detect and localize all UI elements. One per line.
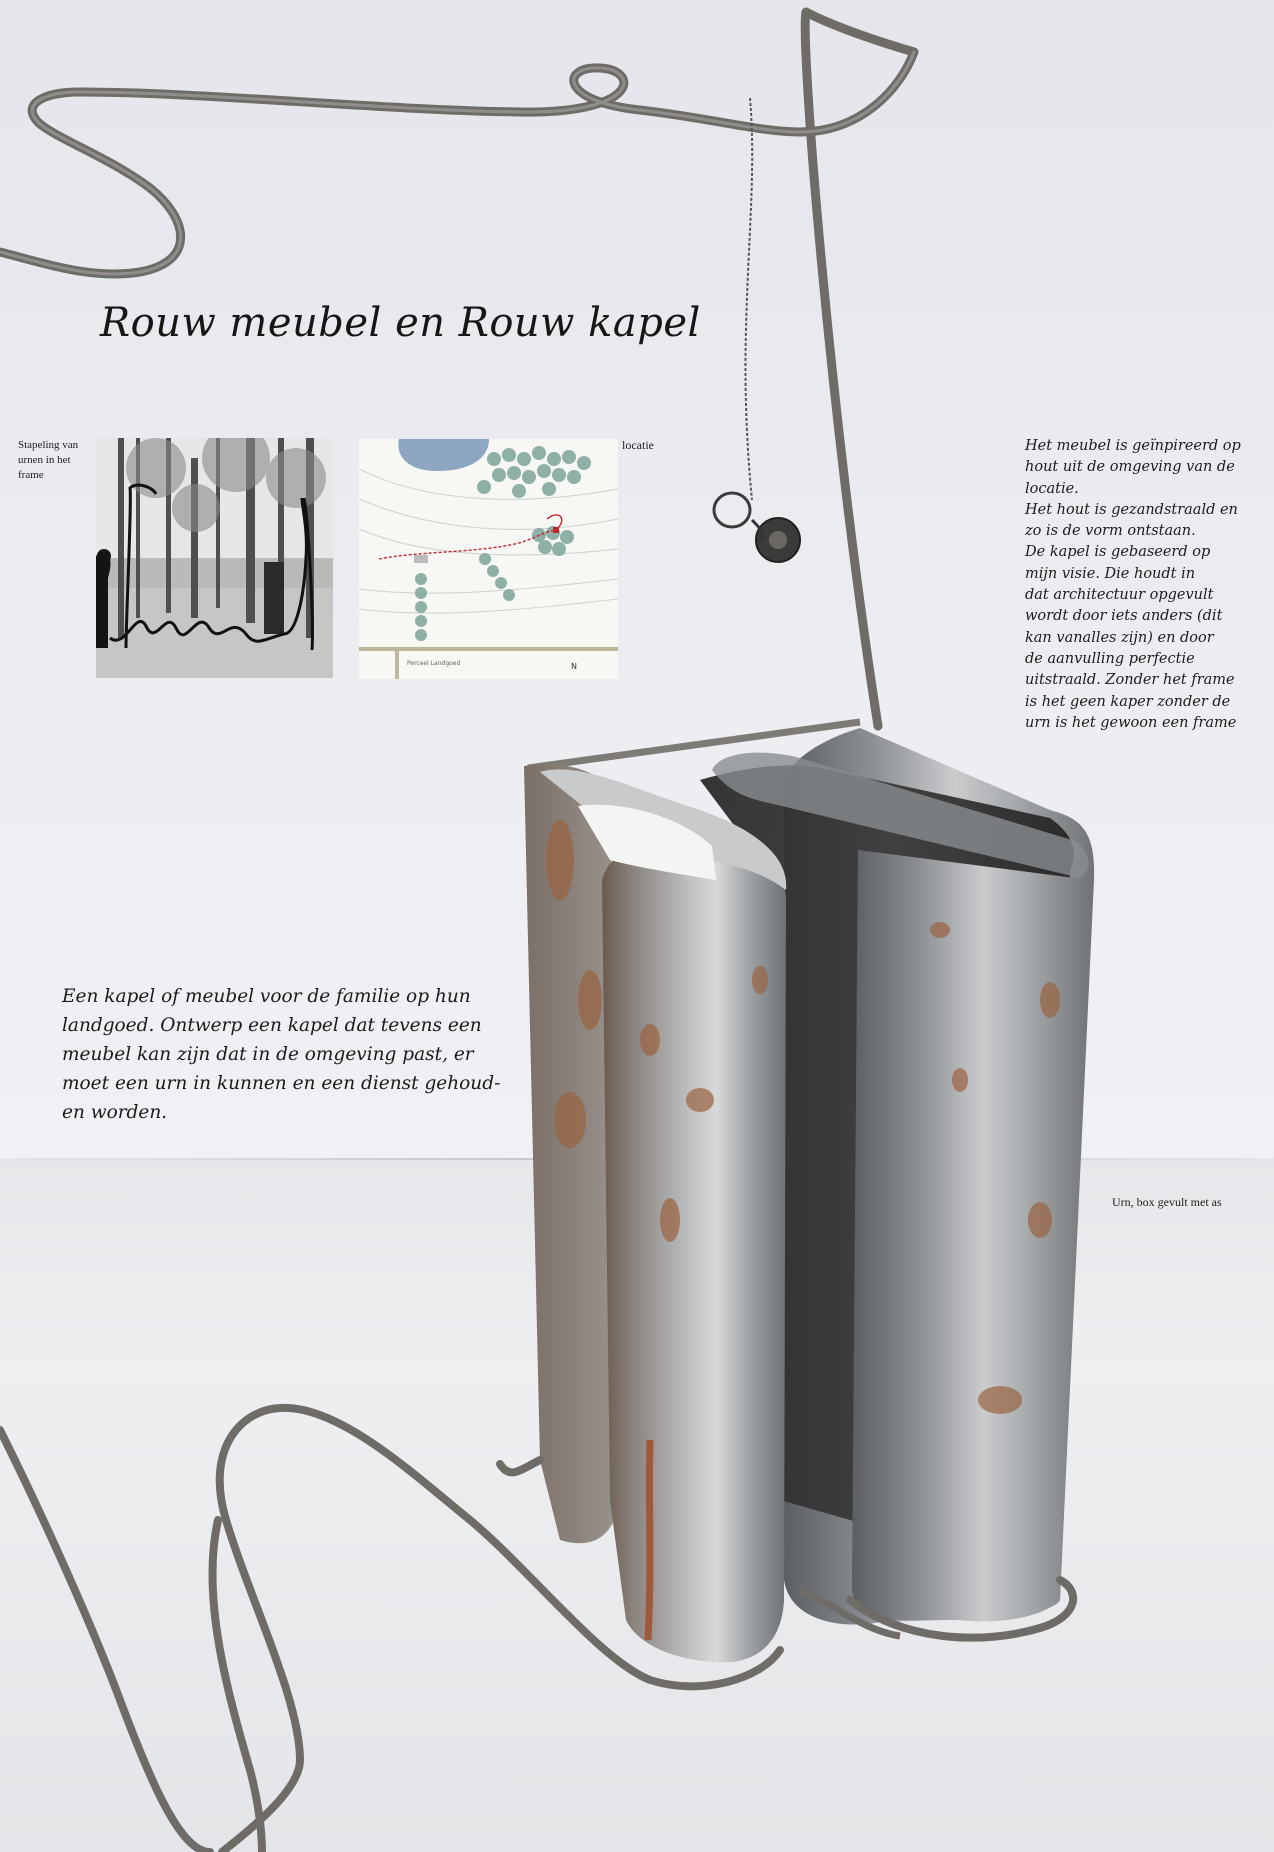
map-lot-label: Perceel Landgoed bbox=[407, 660, 461, 667]
description-line: locatie. bbox=[1025, 480, 1079, 497]
description-line: is het geen kaper zonder de bbox=[1025, 693, 1231, 710]
forest-photo-caption: Stapeling van urnen in het frame bbox=[18, 439, 79, 481]
map-north-label: N bbox=[571, 662, 577, 671]
description-line: zo is de vorm ontstaan. bbox=[1025, 523, 1196, 540]
concept-description bbox=[1025, 436, 1250, 734]
brief-line: Een kapel of meubel voor de familie op hun bbox=[62, 986, 471, 1007]
description-line: kan vanalles zijn) en door bbox=[1025, 629, 1214, 646]
location-map bbox=[359, 439, 618, 679]
brief-line: en worden. bbox=[62, 1102, 168, 1123]
description-line: dat architectuur opgevult bbox=[1025, 587, 1214, 604]
description-line: wordt door iets anders (dit bbox=[1025, 608, 1223, 625]
brief-line: moet een urn in kunnen en een dienst gehoud- bbox=[62, 1073, 501, 1094]
description-line: Het meubel is geïnpireerd op bbox=[1025, 438, 1241, 454]
urn-caption: Urn, box gevult met as bbox=[1112, 1195, 1222, 1209]
brief-line: landgoed. Ontwerp een kapel dat tevens een bbox=[62, 1015, 482, 1036]
description-line: De kapel is gebaseerd op bbox=[1025, 544, 1211, 561]
description-line: Het hout is gezandstraald en bbox=[1025, 501, 1238, 518]
brief-line: meubel kan zijn dat in de omgeving past, er bbox=[62, 1044, 474, 1065]
description-line: uitstraald. Zonder het frame bbox=[1025, 672, 1235, 689]
description-line: hout uit de omgeving van de bbox=[1025, 459, 1235, 476]
description-line: de aanvulling perfectie bbox=[1025, 650, 1195, 667]
description-line: mijn visie. Die houdt in bbox=[1025, 565, 1196, 582]
map-caption: locatie bbox=[622, 438, 654, 452]
chain bbox=[745, 98, 752, 500]
design-brief bbox=[62, 982, 502, 1127]
page-title: Rouw meubel en Rouw kapel bbox=[100, 300, 701, 346]
description-line: urn is het gewoon een frame bbox=[1025, 714, 1237, 731]
forest-photo bbox=[96, 438, 333, 678]
